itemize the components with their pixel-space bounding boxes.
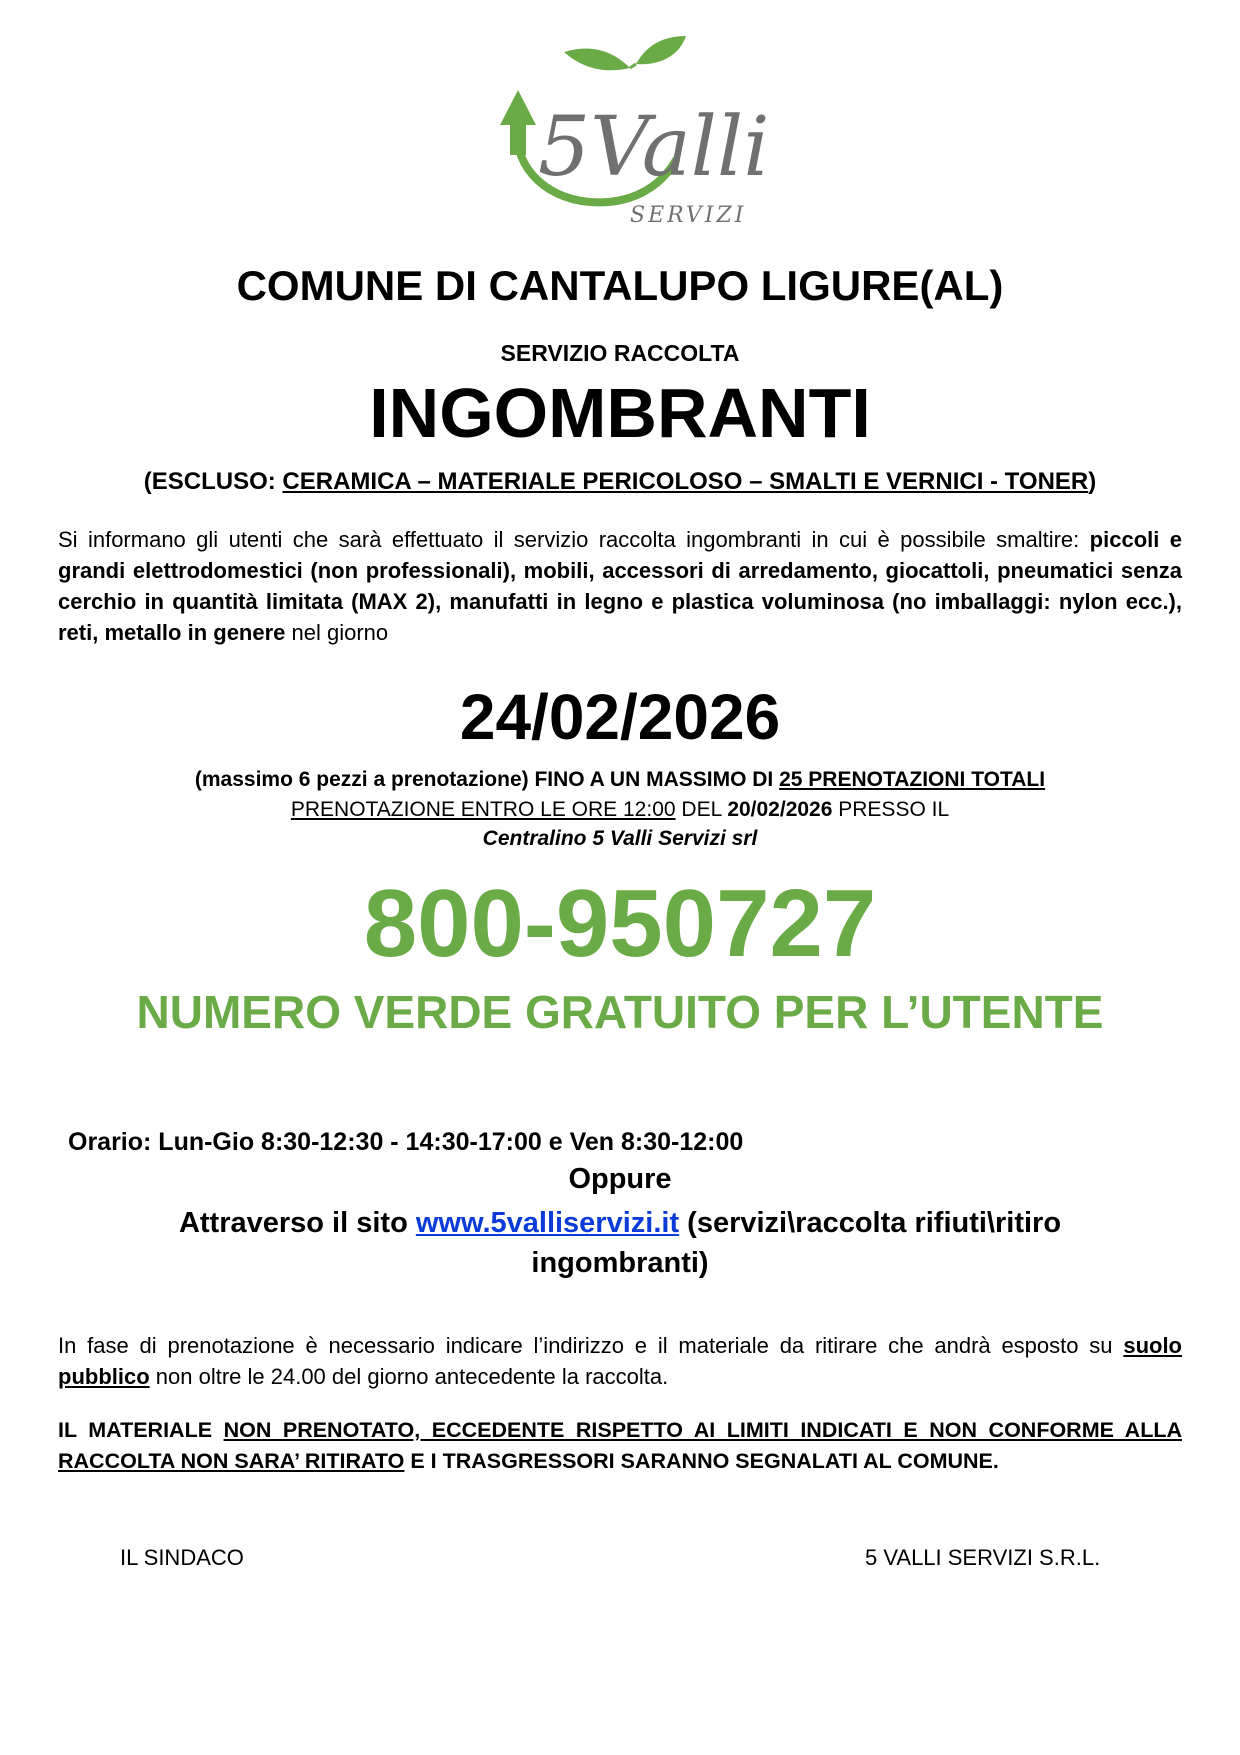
accepted-materials: piccoli e grandi elettrodomestici (non professionali), mobili, accessori di arredamento, giocattoli, pneumatici senza cerchio in quantità limitata (MAX 2), manufatti in legno e plastica voluminosa (no imballaggi: nylon ecc.), reti, metallo in genere xyxy=(58,527,1182,645)
arrow-up-icon xyxy=(500,90,536,155)
centralino-name: Centralino 5 Valli Servizi srl xyxy=(482,827,758,850)
phone-caption: NUMERO VERDE GRATUITO PER L’UTENTE xyxy=(136,986,1104,1038)
service-label: SERVIZIO RACCOLTA xyxy=(500,340,740,366)
booking-limits: (massimo 6 pezzi a prenotazione) FINO A UN MASSIMO DI 25 PRENOTAZIONI TOTALI xyxy=(194,768,1046,791)
booking-note: In fase di prenotazione è necessario indicare l’indirizzo e il materiale da ritirare che andrà esposto su suolo pubblico non oltre le 24.00 del giorno antecedente la raccolta. xyxy=(58,1333,1182,1389)
logo-subtitle: SERVIZI xyxy=(630,203,747,228)
website-line: Attraverso il sito www.5valliservizi.it (servizi\raccolta rifiuti\ritiro ingombranti) xyxy=(178,1207,1062,1279)
warning-paragraph: IL MATERIALE NON PRENOTATO, ECCEDENTE RISPETTO AI LIMITI INDICATI E NON CONFORME ALLA RACCOLTA NON SARA’ RITIRATO E I TRASGRESSORI SARANNO SEGNALATI AL COMUNE. xyxy=(58,1418,1182,1473)
5valli-logo xyxy=(480,30,800,230)
logo-wordmark: 5Valli xyxy=(538,100,770,195)
phone-number[interactable]: 800-950727 xyxy=(363,870,877,977)
excluded-items: CERAMICA – MATERIALE PERICOLOSO – SMALTI E VERNICI - TONER xyxy=(282,468,1089,495)
signature-company: 5 VALLI SERVIZI S.R.L. xyxy=(865,1545,1101,1570)
collection-date: 24/02/2026 xyxy=(459,681,781,753)
intro-paragraph: Si informano gli utenti che sarà effettuato il servizio raccolta ingombranti in cui è possibile smaltire: piccoli e grandi elettrodomestici (non professionali), mobili, accessori di arredamento, giocattoli, pneumatici senza cerchio in quantità limitata (MAX 2), manufatti in legno e plastica voluminosa (no imballaggi: nylon ecc.), reti, metallo in genere nel giorno xyxy=(58,527,1182,645)
service-title: INGOMBRANTI xyxy=(369,374,871,452)
opening-hours: Orario: Lun-Gio 8:30-12:30 - 14:30-17:00 e Ven 8:30-12:00 xyxy=(68,1128,744,1156)
oppure-label: Oppure xyxy=(568,1163,672,1195)
exclusions-line: (ESCLUSO: CERAMICA – MATERIALE PERICOLOSO – SMALTI E VERNICI - TONER) xyxy=(143,468,1097,495)
leaves-icon xyxy=(564,36,686,70)
comune-title: COMUNE DI CANTALUPO LIGURE(AL) xyxy=(236,262,1004,309)
website-link[interactable]: www.5valliservizi.it xyxy=(415,1207,680,1239)
booking-deadline: PRENOTAZIONE ENTRO LE ORE 12:00 DEL 20/02/2026 PRESSO IL xyxy=(290,798,950,821)
signature-mayor: IL SINDACO xyxy=(120,1545,244,1570)
